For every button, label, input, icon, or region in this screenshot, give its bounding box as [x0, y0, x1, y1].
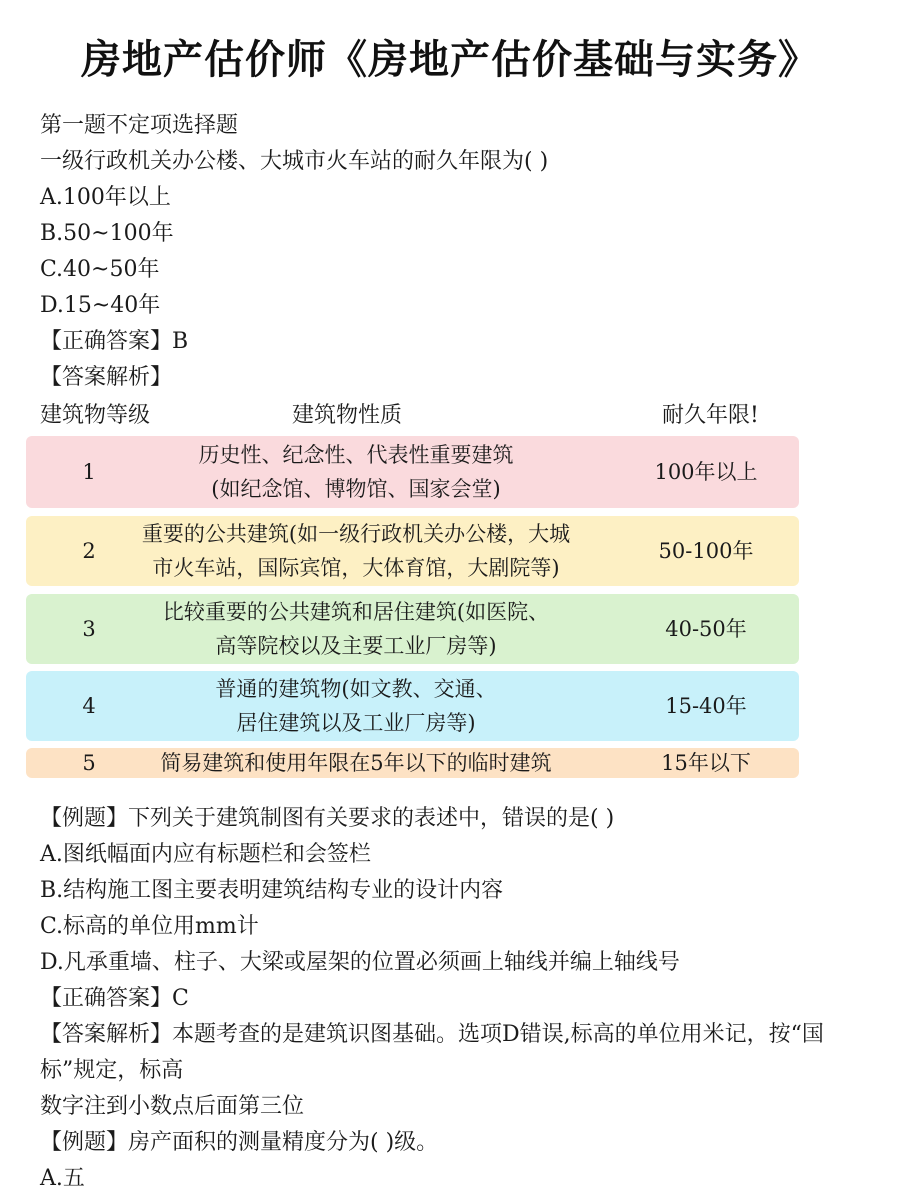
option-d: D.凡承重墙、柱子、大梁或屋架的位置必须画上轴线并编上轴线号	[40, 950, 680, 975]
option-a: A.五	[40, 1166, 85, 1191]
section-heading: 第一题不定项选择题	[40, 113, 239, 138]
option-a: A.100年以上	[40, 185, 171, 210]
nature-line: 居住建筑以及工业厂房等)	[236, 711, 476, 735]
grade-cell: 5	[82, 751, 96, 775]
header-grade: 建筑物等级	[40, 403, 151, 428]
nature-line: 比较重要的公共建筑和居住建筑(如医院、	[162, 600, 550, 624]
nature-line: 普通的建筑物(如文教、交通、	[215, 677, 497, 701]
grade-cell: 3	[82, 617, 96, 641]
grade-cell: 4	[82, 694, 96, 718]
years-cell: 15年以下	[661, 751, 751, 775]
header-nature: 建筑物性质	[292, 403, 403, 428]
nature-line: 历史性、纪念性、代表性重要建筑	[198, 443, 514, 467]
example-question: 【例题】房产面积的测量精度分为( )级。	[40, 1130, 439, 1155]
table-row	[26, 436, 799, 508]
table-row	[26, 671, 799, 741]
option-b: B.结构施工图主要表明建筑结构专业的设计内容	[40, 878, 504, 903]
table-row	[26, 516, 799, 586]
option-a: A.图纸幅面内应有标题栏和会签栏	[40, 842, 371, 867]
question-block	[40, 108, 870, 396]
nature-line: 重要的公共建筑(如一级行政机关办公楼，大城	[141, 522, 571, 546]
nature-cell	[136, 516, 576, 586]
table-header	[40, 398, 800, 434]
examples-block	[40, 801, 870, 1197]
years-cell: 40-50年	[665, 617, 747, 641]
nature-cell	[136, 436, 576, 508]
correct-answer: 【正确答案】C	[40, 986, 189, 1011]
nature-cell	[136, 671, 576, 741]
nature-cell	[136, 594, 576, 664]
years-cell: 50-100年	[658, 539, 754, 563]
header-years: 耐久年限!	[662, 403, 759, 428]
document-title: 房地产估价师《房地产估价基础与实务》	[81, 37, 819, 83]
table-row	[26, 748, 799, 778]
correct-answer: 【正确答案】B	[40, 329, 189, 354]
nature-line: 高等院校以及主要工业厂房等)	[215, 634, 497, 658]
years-cell: 100年以上	[654, 460, 758, 484]
option-c: C.标高的单位用mm计	[40, 914, 259, 939]
example-question: 【例题】下列关于建筑制图有关要求的表述中，错误的是( )	[40, 806, 615, 831]
years-cell: 15-40年	[665, 694, 747, 718]
answer-analysis: 【答案解析】本题考查的是建筑识图基础。选项D错误,标高的单位用米记，按“国标”规定，标高	[40, 1022, 824, 1083]
nature-line: (如纪念馆、博物馆、国家会堂)	[211, 477, 501, 501]
nature-line: 市火车站，国际宾馆，大体育馆，大剧院等)	[152, 556, 560, 580]
option-d: D.15~40年	[40, 293, 161, 318]
answer-analysis-label: 【答案解析】	[40, 365, 173, 390]
option-b: B.50~100年	[40, 221, 174, 246]
question-stem: 一级行政机关办公楼、大城市火车站的耐久年限为( )	[40, 149, 549, 174]
option-c: C.40~50年	[40, 257, 160, 282]
answer-analysis-continued: 数字注到小数点后面第三位	[40, 1094, 305, 1119]
nature-cell	[136, 748, 576, 778]
grade-cell: 2	[82, 539, 96, 563]
table-row	[26, 594, 799, 664]
nature-line: 简易建筑和使用年限在5年以下的临时建筑	[160, 751, 552, 775]
grade-cell: 1	[82, 460, 96, 484]
